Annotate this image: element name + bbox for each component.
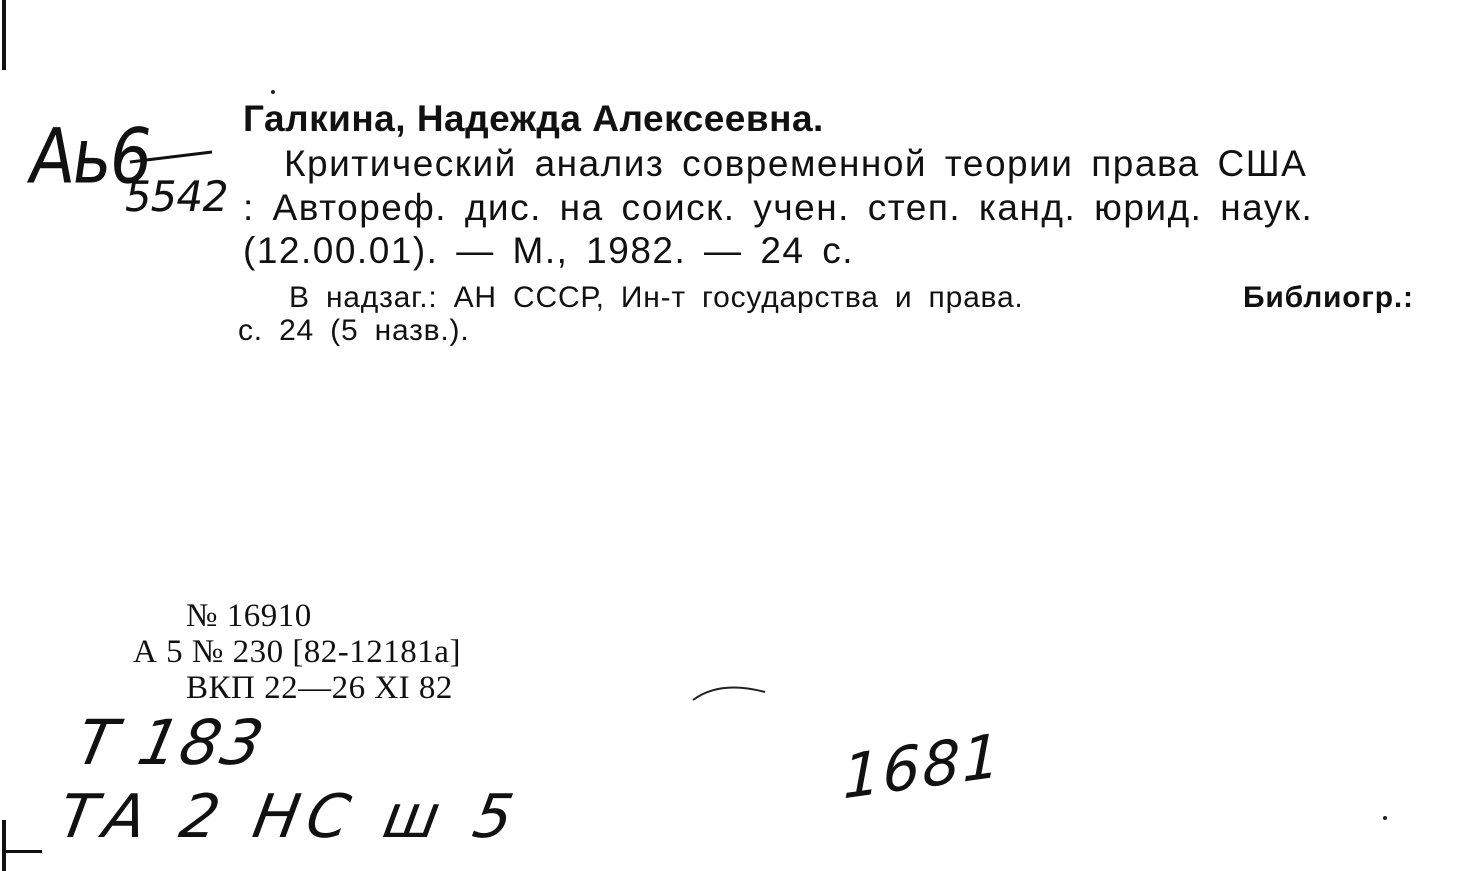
note-line-1: В надзаг.: АН СССР, Ин-т государства и права. <box>289 281 1024 314</box>
author-heading: Галкина, Надежда Алексеевна. <box>243 98 824 139</box>
registration-number: № 16910 <box>186 598 312 634</box>
title-line-2: : Автореф. дис. на соиск. учен. степ. канд. юрид. наук. <box>243 187 1314 228</box>
stray-arc-stroke <box>693 688 765 701</box>
stray-dot <box>1383 816 1387 820</box>
note-biblio-label: Библиогр.: <box>1243 281 1414 314</box>
stray-dot-top <box>271 90 275 94</box>
registration-date: ВКП 22—26 XI 82 <box>186 670 453 706</box>
title-line-1: Критический анализ современной теории права США <box>284 143 1308 184</box>
handwritten-shelf-mark-top: Аь6 <box>23 112 157 201</box>
handwritten-inventory-number: 1681 <box>842 720 1002 814</box>
handwritten-shelf-mark-bottom: 5542 <box>120 172 233 221</box>
registration-code: А 5 № 230 [82-12181а] <box>133 634 461 670</box>
handwritten-code-line-2: ТА 2 НС ш 5 <box>53 782 527 852</box>
title-line-3: (12.00.01). — М., 1982. — 24 с. <box>243 230 855 271</box>
handwritten-code-line-1: Т 183 <box>70 706 272 779</box>
note-line-2: с. 24 (5 назв.). <box>238 314 470 347</box>
